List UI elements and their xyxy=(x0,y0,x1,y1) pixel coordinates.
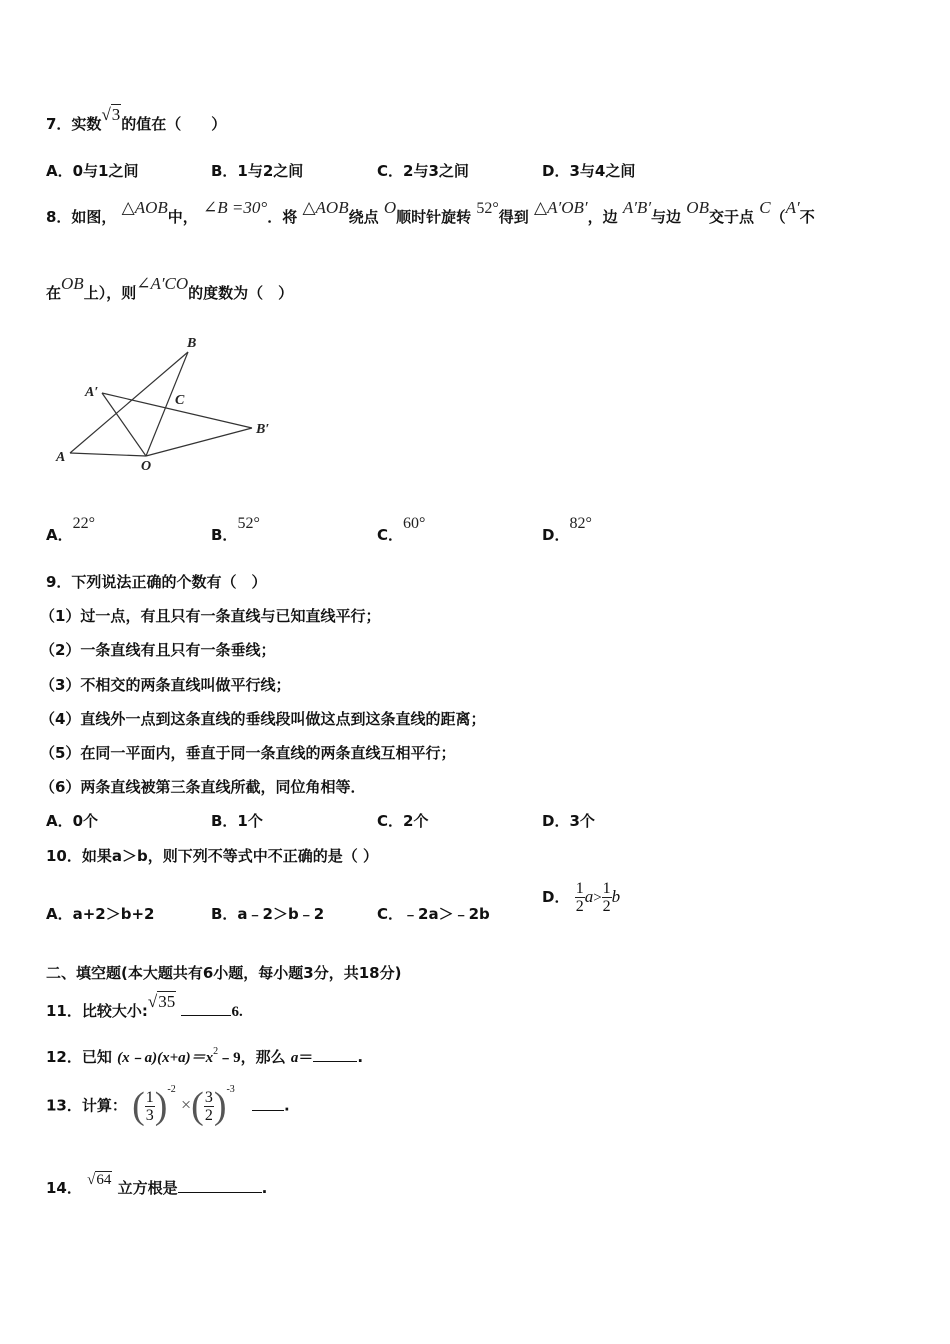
numerator: 3 xyxy=(204,1088,213,1106)
var-a: a xyxy=(584,887,594,906)
sqrt-expression: √35 xyxy=(147,992,176,1011)
question-13: 13．计算： ( $\frac{1}{3}$ )$^{-2}$ ×( $\frac{3}{2}$ )$^{-3}$ . xyxy=(46,1084,290,1127)
q8-option-a xyxy=(46,515,96,545)
math: △A′OB′ xyxy=(534,198,588,217)
q8-text: 中， xyxy=(167,208,198,226)
label-b: B xyxy=(187,336,197,351)
option-value: 60° xyxy=(403,515,426,532)
math: C xyxy=(759,198,771,217)
radicand: 35 xyxy=(158,992,176,1011)
segment-ao xyxy=(70,453,146,456)
q8-text: 不 xyxy=(799,208,815,226)
label-o: O xyxy=(141,459,152,474)
radicand: 3 xyxy=(111,105,121,124)
equals: ＝ xyxy=(298,1048,314,1066)
q14-text: . xyxy=(261,1179,268,1197)
gt-sign: > xyxy=(593,890,602,906)
numerator: 1 xyxy=(145,1088,154,1106)
label-b-prime: B′ xyxy=(256,422,270,437)
sqrt-expression: √64 xyxy=(87,1172,112,1188)
q8-text: 顺时针旋转 xyxy=(396,208,472,226)
q7-option-c: C．2与3之间 xyxy=(377,162,469,180)
fraction xyxy=(204,1089,214,1124)
geometry-figure xyxy=(50,330,290,480)
question-11 xyxy=(46,992,243,1021)
denominator: 2 xyxy=(575,898,584,915)
math: ∠A′CO xyxy=(136,274,189,293)
q12-text: ﹣9，那么 xyxy=(218,1050,286,1066)
answer-blank[interactable] xyxy=(181,1015,231,1016)
question-14 xyxy=(46,1172,268,1198)
answer-blank[interactable] xyxy=(252,1110,284,1111)
q8-text: 的度数为（ ） xyxy=(188,284,294,302)
exponent: 2 xyxy=(213,1046,219,1057)
question-7 xyxy=(46,105,227,134)
denominator: 3 xyxy=(145,1106,154,1124)
question-12 xyxy=(46,1046,363,1067)
math: A′B′ xyxy=(622,198,652,217)
numerator: 1 xyxy=(602,880,611,897)
q14-text: 14． xyxy=(46,1179,82,1197)
option-value: 52° xyxy=(237,515,260,532)
label-c: C xyxy=(175,393,185,408)
exponent: -3 xyxy=(226,1084,235,1095)
q10-option-b: B．a﹣2＞b﹣2 xyxy=(211,905,325,923)
exponent: -2 xyxy=(167,1084,176,1095)
q9-statement-6: （6）两条直线被第三条直线所截，同位角相等． xyxy=(40,778,366,796)
var-b: b xyxy=(611,887,621,906)
q9-option-c: C．2个 xyxy=(377,812,429,830)
q8-text: ．将 xyxy=(267,208,298,226)
times-sign: × xyxy=(181,1094,192,1115)
q7-text: 的值在（ ） xyxy=(121,115,227,133)
question-9-stem: 9．下列说法正确的个数有（ ） xyxy=(46,573,267,591)
option-letter: A． xyxy=(46,526,73,544)
math: 52° xyxy=(476,200,499,217)
q8-text: ，边 xyxy=(587,208,618,226)
expression: (x﹣a)(x+a)＝x xyxy=(117,1050,214,1066)
numerator: 1 xyxy=(575,880,584,897)
q7-text: 7．实数 xyxy=(46,115,102,133)
q9-statement-2: （2）一条直线有且只有一条垂线； xyxy=(40,641,276,659)
q8-text: 绕点 xyxy=(348,208,379,226)
math: O xyxy=(383,198,397,217)
q13-text: 13．计算： xyxy=(46,1096,127,1115)
q8-option-b xyxy=(211,515,260,545)
question-8-line-1 xyxy=(46,198,815,227)
q10-option-c: C．﹣2a＞﹣2b xyxy=(377,905,490,923)
q9-option-a: A．0个 xyxy=(46,812,99,830)
option-letter: B． xyxy=(211,526,238,544)
answer-blank[interactable] xyxy=(313,1061,357,1062)
q9-statement-5: （5）在同一平面内，垂直于同一条直线的两条直线互相平行； xyxy=(40,744,456,762)
q9-option-d: D．3个 xyxy=(542,812,595,830)
option-value: 82° xyxy=(569,515,592,532)
q10-option-d xyxy=(542,880,620,915)
math: OB xyxy=(686,198,709,217)
segment-ab xyxy=(70,352,188,453)
segment-a-prime-o xyxy=(102,393,146,456)
q8-text: （ xyxy=(770,208,786,226)
math: △AOB xyxy=(302,198,349,217)
q11-text: 6. xyxy=(231,1004,243,1020)
q7-option-d: D．3与4之间 xyxy=(542,162,636,180)
q7-option-b: B．1与2之间 xyxy=(211,162,304,180)
q8-option-d xyxy=(542,515,592,545)
label-a-prime: A′ xyxy=(85,385,99,400)
radicand: 64 xyxy=(96,1172,112,1188)
q8-text: 与边 xyxy=(651,208,682,226)
sqrt-expression: √3 xyxy=(101,105,121,124)
denominator: 2 xyxy=(602,898,611,915)
denominator: 2 xyxy=(204,1106,213,1124)
answer-blank[interactable] xyxy=(178,1192,262,1193)
q8-text: 交于点 xyxy=(708,208,754,226)
fraction xyxy=(575,880,585,915)
q12-text: . xyxy=(357,1048,364,1066)
q8-text: 8．如图， xyxy=(46,208,117,226)
math: OB xyxy=(61,274,84,293)
q12-text: 12．已知 xyxy=(46,1048,112,1066)
q9-statement-1: （1）过一点，有且只有一条直线与已知直线平行； xyxy=(40,607,381,625)
option-letter: D． xyxy=(542,526,570,544)
math: ∠B =30° xyxy=(203,198,268,217)
q14-text: 立方根是 xyxy=(117,1179,178,1197)
q8-text: 在 xyxy=(46,284,62,302)
math: △AOB xyxy=(121,198,168,217)
q8-text: 得到 xyxy=(498,208,529,226)
fraction xyxy=(602,880,612,915)
fraction xyxy=(145,1089,155,1124)
question-10-stem: 10．如果a＞b，则下列不等式中不正确的是（ ） xyxy=(46,847,378,865)
var-a: a xyxy=(290,1050,299,1066)
q8-text: 上），则 xyxy=(83,284,137,302)
q9-statement-3: （3）不相交的两条直线叫做平行线； xyxy=(40,676,291,694)
q9-option-b: B．1个 xyxy=(211,812,263,830)
question-8-line-2 xyxy=(46,274,294,303)
q8-option-c xyxy=(377,515,426,545)
option-letter: D． xyxy=(542,888,570,906)
segment-ob-prime xyxy=(146,428,252,456)
q7-option-a: A．0与1之间 xyxy=(46,162,139,180)
option-value: 22° xyxy=(72,515,96,532)
math: A′ xyxy=(785,198,800,217)
q11-text: 11．比较大小: xyxy=(46,1002,148,1020)
section-title: 二、填空题(本大题共有6小题，每小题3分，共18分) xyxy=(46,964,402,982)
q13-text: . xyxy=(284,1096,290,1115)
label-a: A xyxy=(56,450,66,465)
q9-statement-4: （4）直线外一点到这条直线的垂线段叫做这点到这条直线的距离； xyxy=(40,710,486,728)
q10-option-a: A．a+2＞b+2 xyxy=(46,905,155,923)
option-letter: C． xyxy=(377,526,404,544)
